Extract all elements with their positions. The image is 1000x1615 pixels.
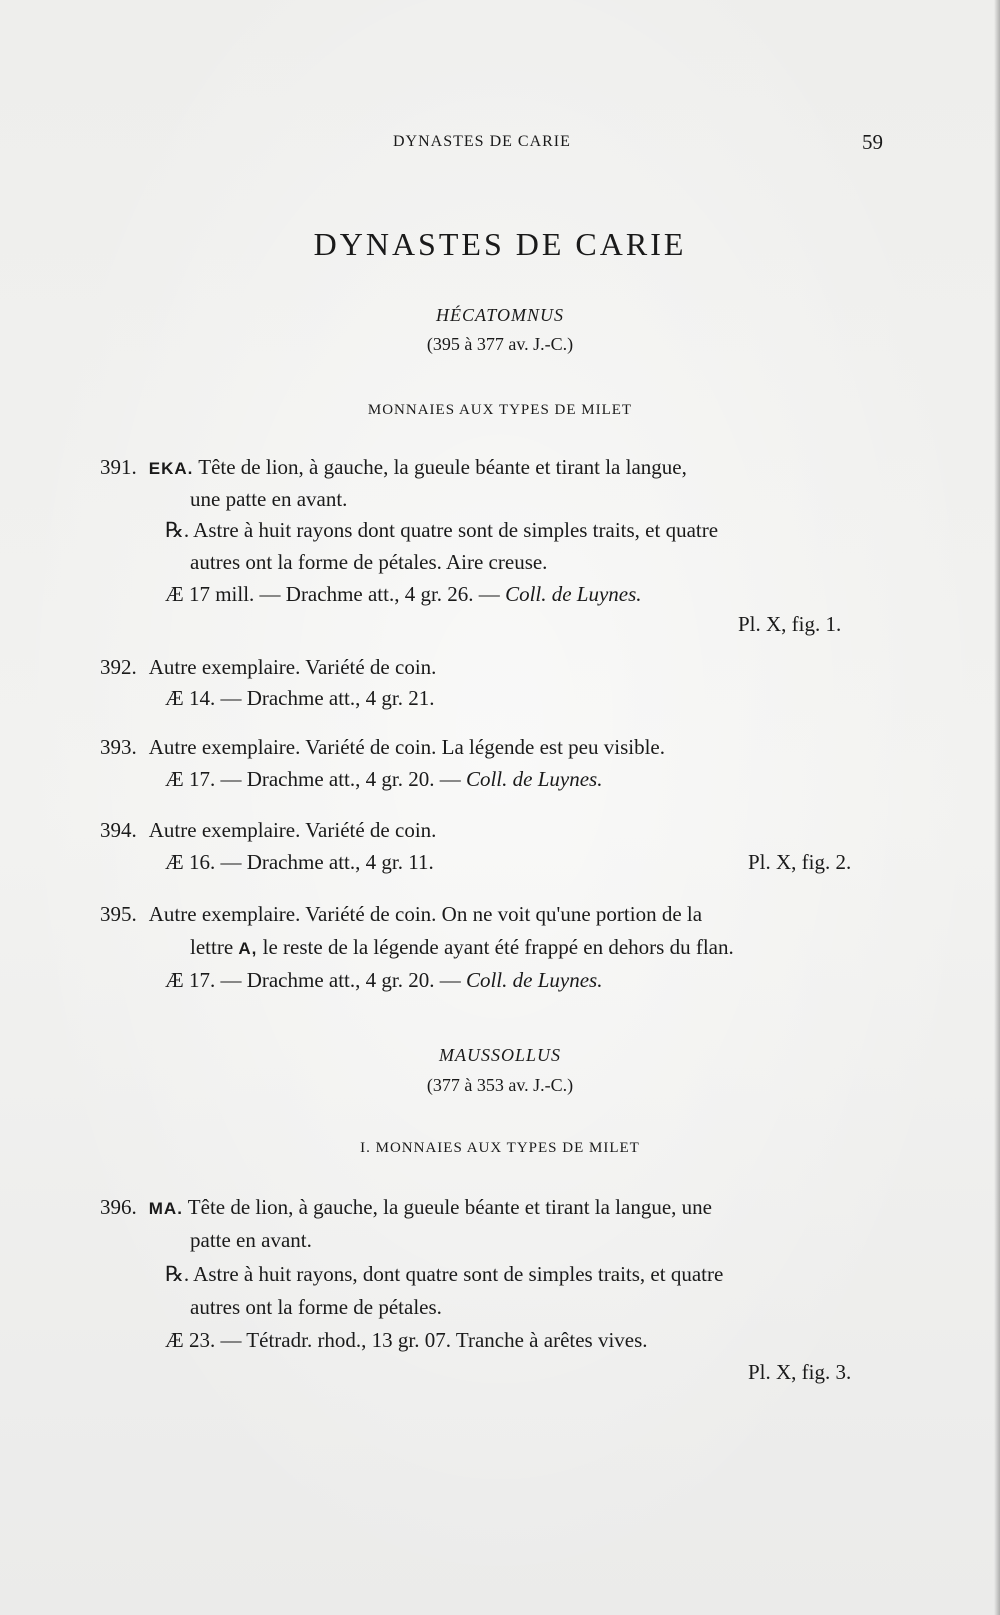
entry-394-line-2: [165, 850, 434, 875]
entry-396-line-3: [165, 1262, 723, 1287]
entry-391-line-4: autres ont la forme de pétales. Aire creuse.: [190, 550, 548, 574]
running-title: DYNASTES DE CARIE: [393, 133, 571, 150]
entry-393-line-2: [165, 767, 602, 792]
entry-number: 394.: [100, 818, 137, 842]
entry-number: 392.: [100, 655, 137, 679]
entry-394-line-1: [100, 818, 436, 843]
coin-details: 14. — Drachme att., 4 gr. 21.: [188, 686, 435, 710]
metal-mark: Æ: [165, 1328, 184, 1352]
obverse-description: Tête de lion, à gauche, la gueule béante et tirant la langue, une: [187, 1195, 712, 1219]
collection: Coll. de Luynes.: [465, 767, 603, 791]
entry-391-line-3: [165, 518, 718, 543]
entry-396-line-2: patte en avant.: [190, 1228, 312, 1252]
ruler-name-hecatomnus: HÉCATOMNUS: [435, 305, 564, 325]
metal-mark: Æ: [165, 582, 184, 606]
reverse-description: Astre à huit rayons, dont quatre sont de simples traits, et quatre: [193, 1262, 724, 1286]
coin-details: 23. — Tétradr. rhod., 13 gr. 07. Tranche à arêtes vives.: [188, 1328, 648, 1352]
coin-details: 17. — Drachme att., 4 gr. 20. —: [188, 968, 461, 992]
entry-391-line-5: [165, 582, 642, 607]
reverse-description: Astre à huit rayons dont quatre sont de simples traits, et quatre: [193, 518, 719, 542]
entry-description: Autre exemplaire. Variété de coin. La légende est peu visible.: [148, 735, 665, 759]
section-heading-hecatomnus: MONNAIES AUX TYPES DE MILET: [367, 402, 633, 418]
entry-number: 391.: [100, 455, 137, 479]
metal-mark: Æ: [165, 850, 184, 874]
coin-legend: EKA.: [148, 459, 194, 478]
collection: Coll. de Luynes.: [505, 582, 642, 606]
coin-details: 17 mill. — Drachme att., 4 gr. 26. —: [188, 582, 500, 606]
entry-396-line-1: [100, 1195, 712, 1220]
entry-392-line-2: [165, 686, 434, 711]
entry-description-cont: le reste de la légende ayant été frappé en dehors du flan.: [262, 935, 734, 959]
entry-396-line-5: [165, 1328, 648, 1353]
entry-395-line-2: [190, 935, 734, 960]
entry-395-line-3: [165, 968, 602, 993]
coin-legend: MA.: [148, 1199, 183, 1218]
obverse-description: Tête de lion, à gauche, la gueule béante et tirant la langue,: [198, 455, 687, 479]
coin-details: 16. — Drachme att., 4 gr. 11.: [188, 850, 434, 874]
entry-391-line-2: une patte en avant.: [190, 487, 348, 511]
coin-legend: A,: [238, 939, 258, 958]
entry-393-line-1: [100, 735, 665, 760]
entry-396-line-4: autres ont la forme de pétales.: [190, 1295, 442, 1319]
plate-reference: Pl. X, fig. 1.: [738, 612, 842, 636]
reverse-mark: ℞.: [165, 518, 190, 542]
metal-mark: Æ: [165, 767, 184, 791]
page-number: 59: [862, 130, 883, 154]
entry-description: Autre exemplaire. Variété de coin.: [148, 818, 437, 842]
ruler-dates-hecatomnus: (395 à 377 av. J.-C.): [426, 334, 574, 354]
section-heading-maussollus: I. MONNAIES AUX TYPES DE MILET: [360, 1140, 640, 1156]
coin-details: 17. — Drachme att., 4 gr. 20. —: [188, 767, 461, 791]
reverse-mark: ℞.: [165, 1262, 190, 1286]
entry-number: 396.: [100, 1195, 137, 1219]
page-title: DYNASTES DE CARIE: [313, 226, 687, 262]
entry-395-line-1: [100, 902, 702, 927]
entry-number: 393.: [100, 735, 137, 759]
entry-391-line-1: [100, 455, 687, 480]
plate-reference: Pl. X, fig. 2.: [748, 850, 852, 874]
ruler-name-maussollus: MAUSSOLLUS: [438, 1045, 561, 1065]
collection: Coll. de Luynes.: [465, 968, 603, 992]
entry-description: Autre exemplaire. Variété de coin. On ne voit qu'une portion de la: [148, 902, 703, 926]
entry-description: Autre exemplaire. Variété de coin.: [148, 655, 437, 679]
metal-mark: Æ: [165, 686, 184, 710]
entry-392-line-1: [100, 655, 436, 680]
metal-mark: Æ: [165, 968, 184, 992]
ruler-dates-maussollus: (377 à 353 av. J.-C.): [426, 1075, 574, 1095]
entry-number: 395.: [100, 902, 137, 926]
plate-reference: Pl. X, fig. 3.: [748, 1360, 852, 1384]
entry-description-cont: lettre: [190, 935, 234, 959]
